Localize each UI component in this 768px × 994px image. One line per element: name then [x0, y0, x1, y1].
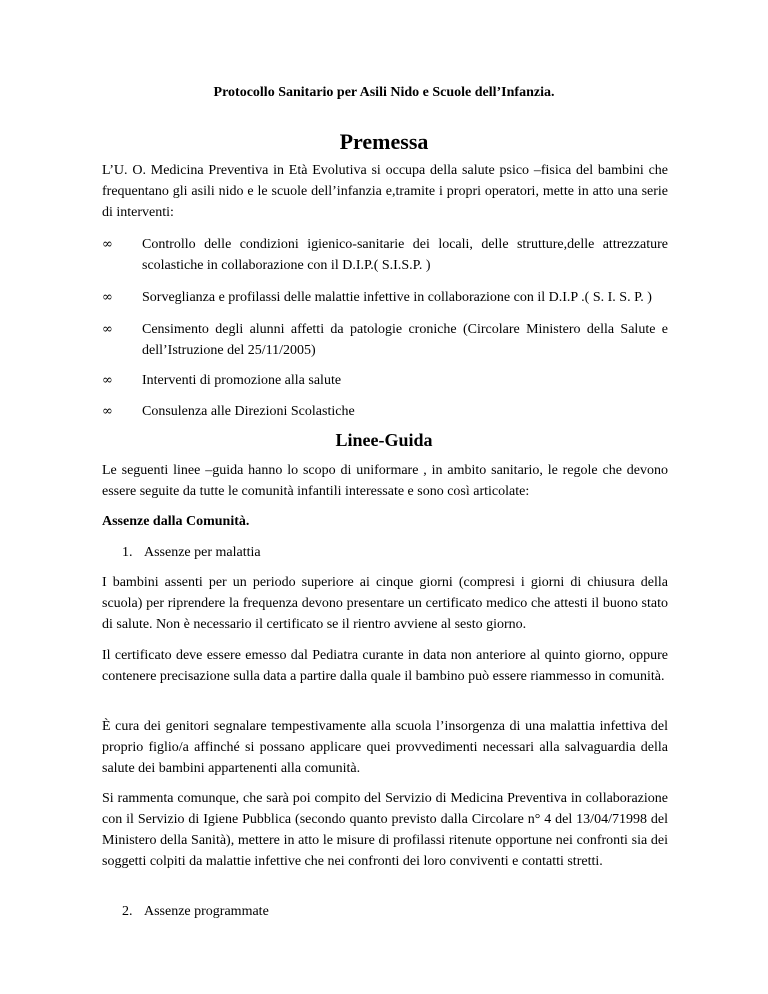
infinity-bullet-icon: ∞ — [102, 373, 113, 388]
document-title: Protocollo Sanitario per Asili Nido e Scuole dell’Infanzia. — [213, 85, 555, 100]
premessa-bullet-list — [102, 234, 668, 276]
infinity-bullet-icon: ∞ — [102, 237, 113, 252]
numbered-item-malattia — [122, 544, 261, 561]
numbered-item-programmate — [122, 903, 269, 920]
bullet-item — [102, 401, 668, 422]
bullet-text: Sorveglianza e profilassi delle malattie infettive in collaborazione con il D.I.P .( S. I. S. P. ) — [142, 290, 652, 305]
infinity-bullet-icon: ∞ — [102, 322, 113, 337]
infinity-bullet-icon: ∞ — [102, 290, 113, 305]
bullet-text: Interventi di promozione alla salute — [142, 373, 342, 388]
bullet-text: Censimento degli alunni affetti da patologie croniche (Circolare Ministero della Salute e dell’Istruzione del 25/11/2005) — [142, 322, 668, 358]
item-label: Assenze per malattia — [144, 545, 261, 560]
paragraph: È cura dei genitori segnalare tempestivamente alla scuola l’insorgenza di una malattia infettiva del proprio figlio/a affinché si possano applicare quei provvedimenti necessari alla salvaguardia della salute dei bambini appartenenti alla comunità. — [102, 719, 668, 776]
bullet-item — [102, 370, 668, 391]
item-label: Assenze programmate — [144, 904, 269, 919]
bullet-item — [102, 287, 668, 308]
premessa-heading: Premessa — [339, 129, 429, 154]
paragraph: I bambini assenti per un periodo superiore ai cinque giorni (compresi i giorni di chiusura della scuola) per riprendere la frequenza devono presentare un certificato medico che attesti il buono stato di salute. Non è necessario il certificato se il rientro avviene al sesto giorno. — [102, 575, 668, 632]
paragraph: Si rammenta comunque, che sarà poi compito del Servizio di Medicina Preventiva in collaborazione con il Servizio di Igiene Pubblica (secondo quanto previsto dalla Circolare n° 4 del 13/04/71998 del Ministero della Sanità), mettere in atto le misure di profilassi ritenute opportune nei confronti sia dei soggetti colpiti da malattie infettive che nei confronti dei loro conviventi e contatti stretti. — [102, 791, 668, 869]
item-number: 1. — [122, 545, 133, 560]
assenze-subheading: Assenze dalla Comunità. — [102, 514, 250, 529]
bullet-item — [102, 319, 668, 361]
premessa-bullet-list — [102, 370, 668, 391]
premessa-bullet-list — [102, 287, 668, 308]
bullet-text: Controllo delle condizioni igienico-sanitarie dei locali, delle strutture,delle attrezzature scolastiche in collaborazione con il D.I.P.( S.I.S.P. ) — [142, 237, 668, 273]
linee-guida-intro: Le seguenti linee –guida hanno lo scopo di uniformare , in ambito sanitario, le regole che devono essere seguite da tutte le comunità infantili interessate e sono così articolate: — [102, 463, 668, 499]
premessa-intro: L’U. O. Medicina Preventiva in Età Evolutiva si occupa della salute psico –fisica del bambini che frequentano gli asili nido e le scuole dell’infanzia e,tramite i propri operatori, mette in atto una serie di interventi: — [102, 163, 668, 220]
premessa-bullet-list — [102, 401, 668, 422]
item-number: 2. — [122, 904, 133, 919]
bullet-text: Consulenza alle Direzioni Scolastiche — [142, 404, 355, 419]
paragraph: Il certificato deve essere emesso dal Pediatra curante in data non anteriore al quinto giorno, oppure contenere precisazione sulla data a partire dalla quale il bambino può essere riammesso in comunità. — [102, 648, 668, 684]
premessa-bullet-list — [102, 319, 668, 361]
linee-guida-heading: Linee-Guida — [335, 430, 433, 450]
bullet-item — [102, 234, 668, 276]
infinity-bullet-icon: ∞ — [102, 404, 113, 419]
